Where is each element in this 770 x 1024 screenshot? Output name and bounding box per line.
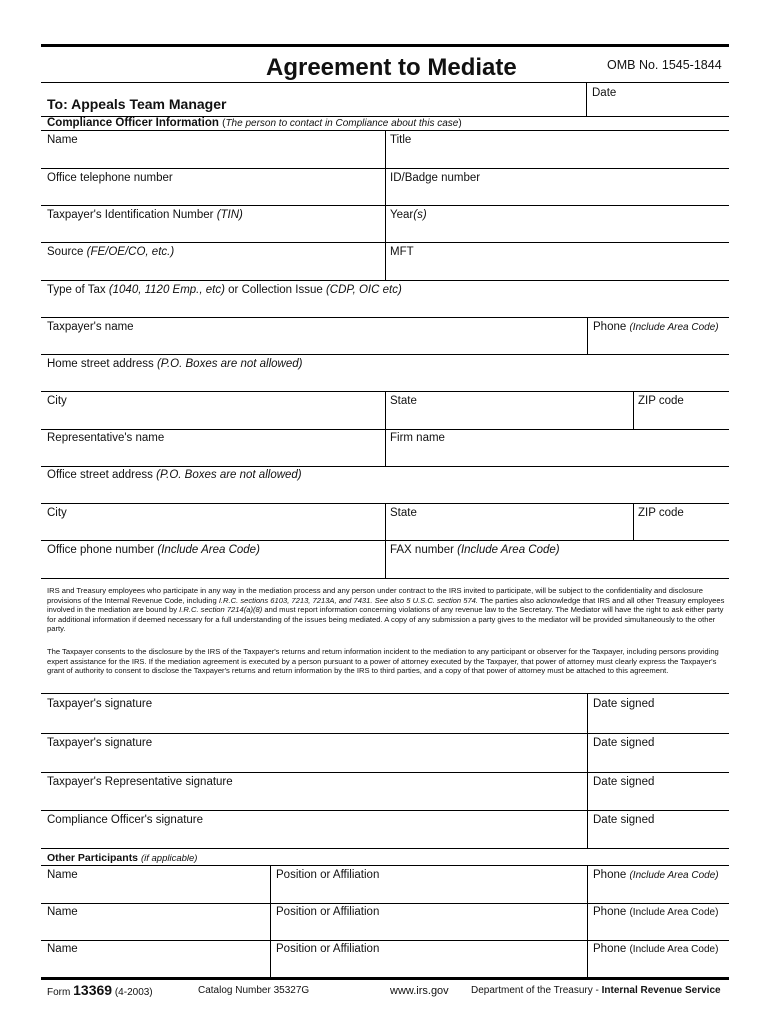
divider bbox=[41, 772, 729, 773]
firm-name-label: Firm name bbox=[390, 432, 445, 444]
divider bbox=[41, 354, 729, 355]
co-phone-label: Office telephone number bbox=[47, 172, 173, 184]
fax-label bbox=[390, 543, 560, 557]
date-signed-field[interactable] bbox=[593, 828, 723, 846]
taxpayer-state-label: State bbox=[390, 395, 417, 407]
participant-phone-field[interactable] bbox=[593, 957, 723, 975]
co-title-label: Title bbox=[390, 134, 412, 146]
date-signed-label: Date signed bbox=[593, 737, 655, 749]
year-label bbox=[390, 208, 427, 222]
para1-b: The parties also acknowledge that IRS and all other Treasury employees involved in the mediation are bound by bbox=[47, 595, 725, 615]
fax-text: FAX number bbox=[390, 544, 454, 556]
omb-number: OMB No. 1545-1844 bbox=[607, 58, 722, 72]
participant-phone-field[interactable] bbox=[593, 883, 723, 901]
tin-label-text: Taxpayer's Identification Number bbox=[47, 209, 214, 221]
irs-website: www.irs.gov bbox=[390, 985, 449, 997]
rep-city-field[interactable] bbox=[47, 521, 377, 539]
office-phone-text: Office phone number bbox=[47, 544, 155, 556]
home-address-label bbox=[47, 357, 302, 371]
date-signed-field[interactable] bbox=[593, 712, 723, 730]
tin-abbr: (TIN) bbox=[216, 209, 243, 221]
divider bbox=[385, 130, 386, 280]
rep-state-field[interactable] bbox=[390, 521, 630, 539]
rep-zip-field[interactable] bbox=[638, 521, 723, 539]
footer-border bbox=[41, 977, 729, 980]
top-border bbox=[41, 44, 729, 47]
phone-text: Phone bbox=[593, 906, 627, 918]
home-address-field[interactable] bbox=[47, 372, 723, 390]
mft-label: MFT bbox=[390, 246, 414, 258]
participant-name-field[interactable] bbox=[47, 883, 267, 901]
participant-phone-field[interactable] bbox=[593, 920, 723, 938]
participant-phone-label bbox=[593, 942, 718, 957]
form-title: Agreement to Mediate bbox=[266, 54, 517, 81]
firm-name-field[interactable] bbox=[390, 446, 720, 464]
divider bbox=[41, 578, 729, 579]
divider bbox=[41, 940, 729, 941]
office-address-text: Office street address bbox=[47, 469, 153, 481]
co-name-label: Name bbox=[47, 134, 78, 146]
taxpayer-signature-field-2[interactable] bbox=[47, 751, 582, 769]
divider bbox=[385, 503, 386, 540]
divider bbox=[41, 848, 729, 849]
mft-field[interactable] bbox=[390, 260, 720, 278]
divider bbox=[41, 693, 729, 694]
source-note: (FE/OE/CO, etc.) bbox=[86, 246, 175, 258]
form-number-value: 13369 bbox=[73, 982, 113, 998]
phone-note: (Include Area Code) bbox=[629, 944, 719, 955]
participant-name-field[interactable] bbox=[47, 920, 267, 938]
source-label-text: Source bbox=[47, 246, 84, 258]
participant-position-field[interactable] bbox=[276, 883, 581, 901]
rep-name-field[interactable] bbox=[47, 446, 377, 464]
office-phone-field[interactable] bbox=[47, 558, 377, 576]
rep-name-label: Representative's name bbox=[47, 432, 165, 444]
participant-phone-label bbox=[593, 868, 719, 883]
divider bbox=[41, 466, 729, 467]
participant-position-field[interactable] bbox=[276, 957, 581, 975]
divider bbox=[587, 317, 588, 354]
phone-text: Phone bbox=[593, 943, 627, 955]
divider bbox=[41, 810, 729, 811]
consent-paragraph: The Taxpayer consents to the disclosure by the IRS of the Taxpayer's returns and return information incident to the mediation to any participant or observer for the Taxpayer, including persons providing expert assistance for the IRS. If the mediation agreement is executed by a person pursuant to a power of attorney executed by the Taxpayer, that power of attorney must clearly express the Taxpayer's grant of authority to consent to disclose the Taxpayer's returns and return information by the IRS to third parties, and a copy of that power of attorney must be attached to this agreement. bbox=[47, 647, 719, 676]
divider bbox=[633, 503, 634, 540]
type-note: (1040, 1120 Emp., etc) bbox=[108, 284, 225, 296]
signature-label: Taxpayer's Representative signature bbox=[47, 776, 233, 788]
rep-zip-label: ZIP code bbox=[638, 507, 684, 519]
co-badge-field[interactable] bbox=[390, 186, 720, 204]
para1-a: IRS and Treasury employees who participate in any way in the mediation process and any person under contract to the IRS invited to participate, will be subject to the confidentiality and disclosure provisions of the Internal Revenue Code, including bbox=[47, 586, 703, 605]
dept-text: Department of the Treasury - bbox=[471, 985, 602, 996]
office-phone-label bbox=[47, 543, 260, 557]
divider bbox=[41, 733, 729, 734]
participant-position-label: Position or Affiliation bbox=[276, 943, 380, 955]
taxpayer-phone-field[interactable] bbox=[593, 335, 723, 353]
signature-label: Compliance Officer's signature bbox=[47, 814, 204, 826]
date-signed-label: Date signed bbox=[593, 698, 655, 710]
date-label: Date bbox=[592, 87, 617, 99]
fax-note: (Include Area Code) bbox=[457, 544, 560, 556]
date-signed-label: Date signed bbox=[593, 814, 655, 826]
section-title-text: Compliance Officer Information bbox=[47, 117, 219, 129]
fax-field[interactable] bbox=[390, 558, 720, 576]
co-name-field[interactable] bbox=[47, 148, 377, 166]
para1-c: and must report information concerning violations of any revenue law to the Secretary. The Mediator will have the right to ask either party for additional information if deemed necessary for a full understanding of the issues being mediated. A copy of any submission a party gives to the mediator will be provided simultaneously to the other party. bbox=[47, 605, 724, 634]
taxpayer-phone-label bbox=[593, 320, 719, 335]
office-phone-note: (Include Area Code) bbox=[157, 544, 260, 556]
phone-text: Phone bbox=[593, 869, 627, 881]
office-address-field[interactable] bbox=[47, 483, 723, 501]
office-address-note: (P.O. Boxes are not allowed) bbox=[156, 469, 302, 481]
catalog-number: Catalog Number 35327G bbox=[198, 985, 310, 996]
divider bbox=[270, 865, 271, 977]
divider bbox=[385, 540, 386, 578]
section-note: The person to contact in Compliance about this case bbox=[225, 118, 459, 129]
compliance-officer-signature-field[interactable] bbox=[47, 828, 582, 846]
source-field[interactable] bbox=[47, 260, 377, 278]
type-of-tax-field[interactable] bbox=[47, 298, 723, 316]
participant-name-field[interactable] bbox=[47, 957, 267, 975]
co-title-field[interactable] bbox=[390, 148, 720, 166]
participant-name-label: Name bbox=[47, 869, 78, 881]
confidentiality-paragraph bbox=[47, 586, 725, 634]
tin-label bbox=[47, 208, 243, 222]
participant-phone-label bbox=[593, 905, 718, 920]
divider bbox=[385, 391, 386, 429]
divider bbox=[41, 865, 729, 866]
phone-note: (Include Area Code) bbox=[629, 322, 719, 333]
type-or: or Collection Issue bbox=[228, 284, 323, 296]
para1-cite1: I.R.C. sections 6103, 7213, 7213A, and 7431. See also 5 U.S.C. section 574. bbox=[218, 595, 479, 605]
participants-title-text: Other Participants bbox=[47, 852, 139, 864]
divider bbox=[633, 391, 634, 429]
office-address-label bbox=[47, 468, 302, 482]
para1-cite2: I.R.C. section 7214(a)(8) bbox=[179, 605, 263, 615]
taxpayer-state-field[interactable] bbox=[390, 409, 630, 427]
divider bbox=[41, 280, 729, 281]
taxpayer-city-field[interactable] bbox=[47, 409, 377, 427]
year-field[interactable] bbox=[390, 223, 720, 241]
signature-label: Taxpayer's signature bbox=[47, 737, 153, 749]
taxpayer-zip-field[interactable] bbox=[638, 409, 723, 427]
participant-name-label: Name bbox=[47, 906, 78, 918]
phone-text: Phone bbox=[593, 321, 627, 333]
tin-field[interactable] bbox=[47, 223, 377, 241]
divider bbox=[41, 82, 729, 83]
taxpayer-city-label: City bbox=[47, 395, 67, 407]
home-address-note: (P.O. Boxes are not allowed) bbox=[156, 358, 303, 370]
phone-note: (Include Area Code) bbox=[629, 870, 719, 881]
to-line: To: Appeals Team Manager bbox=[47, 96, 227, 112]
agency-text: Internal Revenue Service bbox=[601, 985, 721, 996]
date-signed-field[interactable] bbox=[593, 790, 723, 808]
divider bbox=[586, 82, 587, 116]
rep-state-label: State bbox=[390, 507, 417, 519]
signature-label: Taxpayer's signature bbox=[47, 698, 153, 710]
date-field[interactable] bbox=[593, 96, 723, 114]
date-signed-label: Date signed bbox=[593, 776, 655, 788]
participant-position-label: Position or Affiliation bbox=[276, 906, 380, 918]
divider bbox=[385, 429, 386, 466]
type-label-text: Type of Tax bbox=[47, 284, 106, 296]
participants-note: (if applicable) bbox=[140, 853, 198, 864]
taxpayer-zip-label: ZIP code bbox=[638, 395, 684, 407]
form-word: Form bbox=[47, 987, 71, 998]
participant-position-label: Position or Affiliation bbox=[276, 869, 380, 881]
taxpayer-name-label: Taxpayer's name bbox=[47, 321, 134, 333]
representative-signature-field[interactable] bbox=[47, 790, 582, 808]
form-revision: (4-2003) bbox=[114, 987, 153, 998]
divider bbox=[41, 903, 729, 904]
type-of-tax-label bbox=[47, 283, 402, 297]
form-number bbox=[47, 982, 153, 998]
divider bbox=[587, 865, 588, 977]
compliance-section-title: Compliance Officer Information (The person to contact in Compliance about this case) bbox=[47, 117, 462, 129]
department-line bbox=[471, 985, 721, 996]
year-s: (s) bbox=[413, 209, 427, 221]
rep-city-label: City bbox=[47, 507, 67, 519]
taxpayer-signature-field[interactable] bbox=[47, 712, 582, 730]
co-phone-field[interactable] bbox=[47, 186, 377, 204]
source-label bbox=[47, 245, 174, 259]
year-label-text: Year bbox=[390, 209, 414, 221]
date-signed-field[interactable] bbox=[593, 751, 723, 769]
participant-name-label: Name bbox=[47, 943, 78, 955]
divider bbox=[587, 693, 588, 848]
other-participants-title bbox=[47, 851, 197, 866]
home-address-text: Home street address bbox=[47, 358, 154, 370]
type-note2: (CDP, OIC etc) bbox=[325, 284, 402, 296]
divider bbox=[41, 317, 729, 318]
participant-position-field[interactable] bbox=[276, 920, 581, 938]
co-badge-label: ID/Badge number bbox=[390, 172, 481, 184]
phone-note: (Include Area Code) bbox=[629, 907, 719, 918]
taxpayer-name-field[interactable] bbox=[47, 335, 582, 353]
